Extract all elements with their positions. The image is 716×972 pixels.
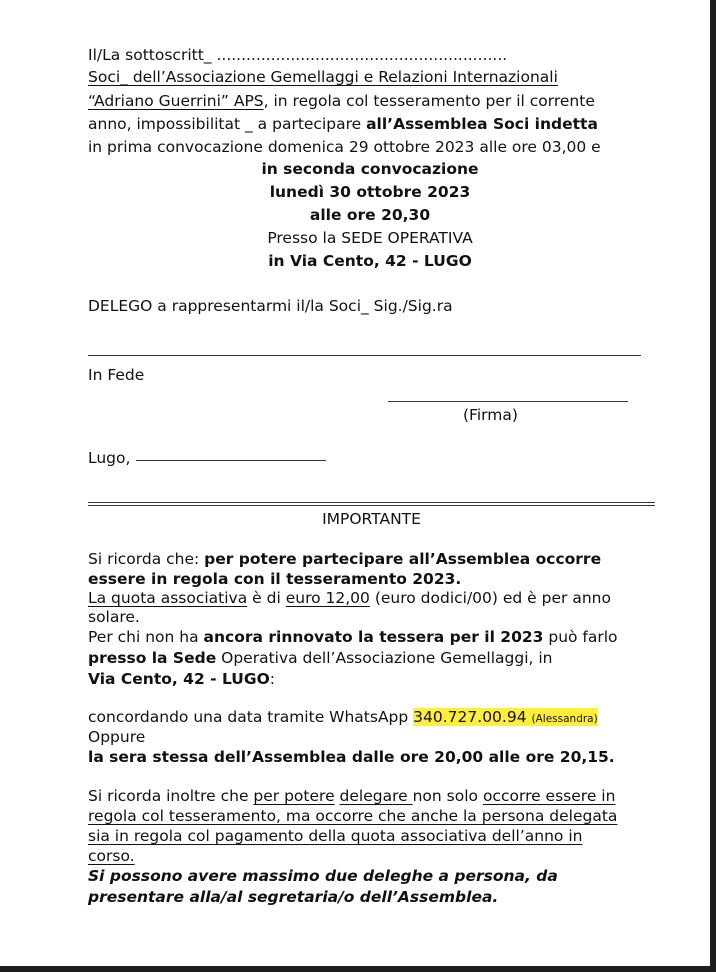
important-p6-line2: presentare alla/al segretaria/o dell’Assemblea. (88, 888, 499, 906)
contact-name: (Alessandra) (531, 713, 598, 725)
important-p2-line1: La quota associativa è di euro 12,00 (euro dodici/00) ed è per anno (88, 589, 611, 607)
header-line-2: Soci_ dell’Associazione Gemellaggi e Relazioni Internazionali (88, 68, 558, 86)
delega-line: DELEGO a rappresentarmi il/la Soci_ Sig./Sig.ra (88, 297, 453, 315)
delegate-name-line[interactable] (88, 355, 641, 356)
meeting-date: lunedì 30 ottobre 2023 (269, 183, 471, 201)
meeting-venue: Presso la SEDE OPERATIVA (267, 229, 473, 247)
place-label: Lugo, (88, 449, 131, 467)
name-dotted-blank: ........................................................... (211, 46, 508, 64)
important-p5-line2: regola col tesseramento, ma occorre che anche la persona delegata (88, 807, 618, 825)
date-line[interactable] (136, 460, 326, 461)
important-p6-line1: Si possono avere massimo due deleghe a persona, da (88, 867, 558, 885)
whatsapp-number[interactable]: 340.727.00.94 (Alessandra) (413, 708, 598, 726)
important-p4-line2: Oppure (88, 728, 146, 746)
important-p1-line2: essere in regola con il tesseramento 2023. (88, 570, 462, 588)
header-line-4: anno, impossibilitat _ a partecipare all’Assemblea Soci indetta (88, 115, 598, 133)
association-name: ’Associazione Gemellaggi e Relazioni Internazionali (160, 68, 558, 86)
important-p3-line2: presso la Sede Operativa dell’Associazione Gemellaggi, in (88, 649, 553, 667)
association-name-suffix: “Adriano Guerrini” APS (88, 92, 264, 110)
undersigned-label: Il/La sottoscritt_ (88, 46, 212, 64)
meeting-time: alle ore 20,30 (309, 206, 431, 224)
second-call-label: in seconda convocazione (261, 160, 479, 178)
divider-bottom (88, 505, 655, 506)
important-title: IMPORTANTE (322, 510, 421, 528)
important-p4-line3: la sera stessa dell’Assemblea dalle ore 20,00 alle ore 20,15. (88, 748, 615, 766)
important-p5-line4: corso. (88, 847, 135, 865)
header-line-3: “Adriano Guerrini” APS, in regola col tesseramento per il corrente (88, 92, 595, 110)
header-line-1 (88, 45, 507, 65)
header-line-5: in prima convocazione domenica 29 ottobre 2023 alle ore 03,00 e (88, 138, 601, 156)
important-p1-line1: Si ricorda che: per potere partecipare all’Assemblea occorre (88, 550, 602, 568)
important-p3-line3: Via Cento, 42 - LUGO: (88, 670, 275, 688)
important-p4-line1: concordando una data tramite WhatsApp 340.727.00.94 (Alessandra) (88, 708, 598, 726)
divider-top (88, 502, 655, 503)
signature-line[interactable] (388, 401, 628, 402)
important-p3-line1: Per chi non ha ancora rinnovato la tessera per il 2023 può farlo (88, 628, 618, 646)
important-p5-line1: Si ricorda inoltre che per potere delegare non solo occorre essere in (88, 787, 616, 805)
important-p2-line2: solare. (88, 608, 140, 626)
important-p5-line3: sia in regola col pagamento della quota associativa dell’anno in (88, 827, 583, 845)
meeting-address: in Via Cento, 42 - LUGO (268, 252, 472, 270)
signature-caption: (Firma) (463, 406, 518, 424)
in-fede-label: In Fede (88, 366, 145, 384)
